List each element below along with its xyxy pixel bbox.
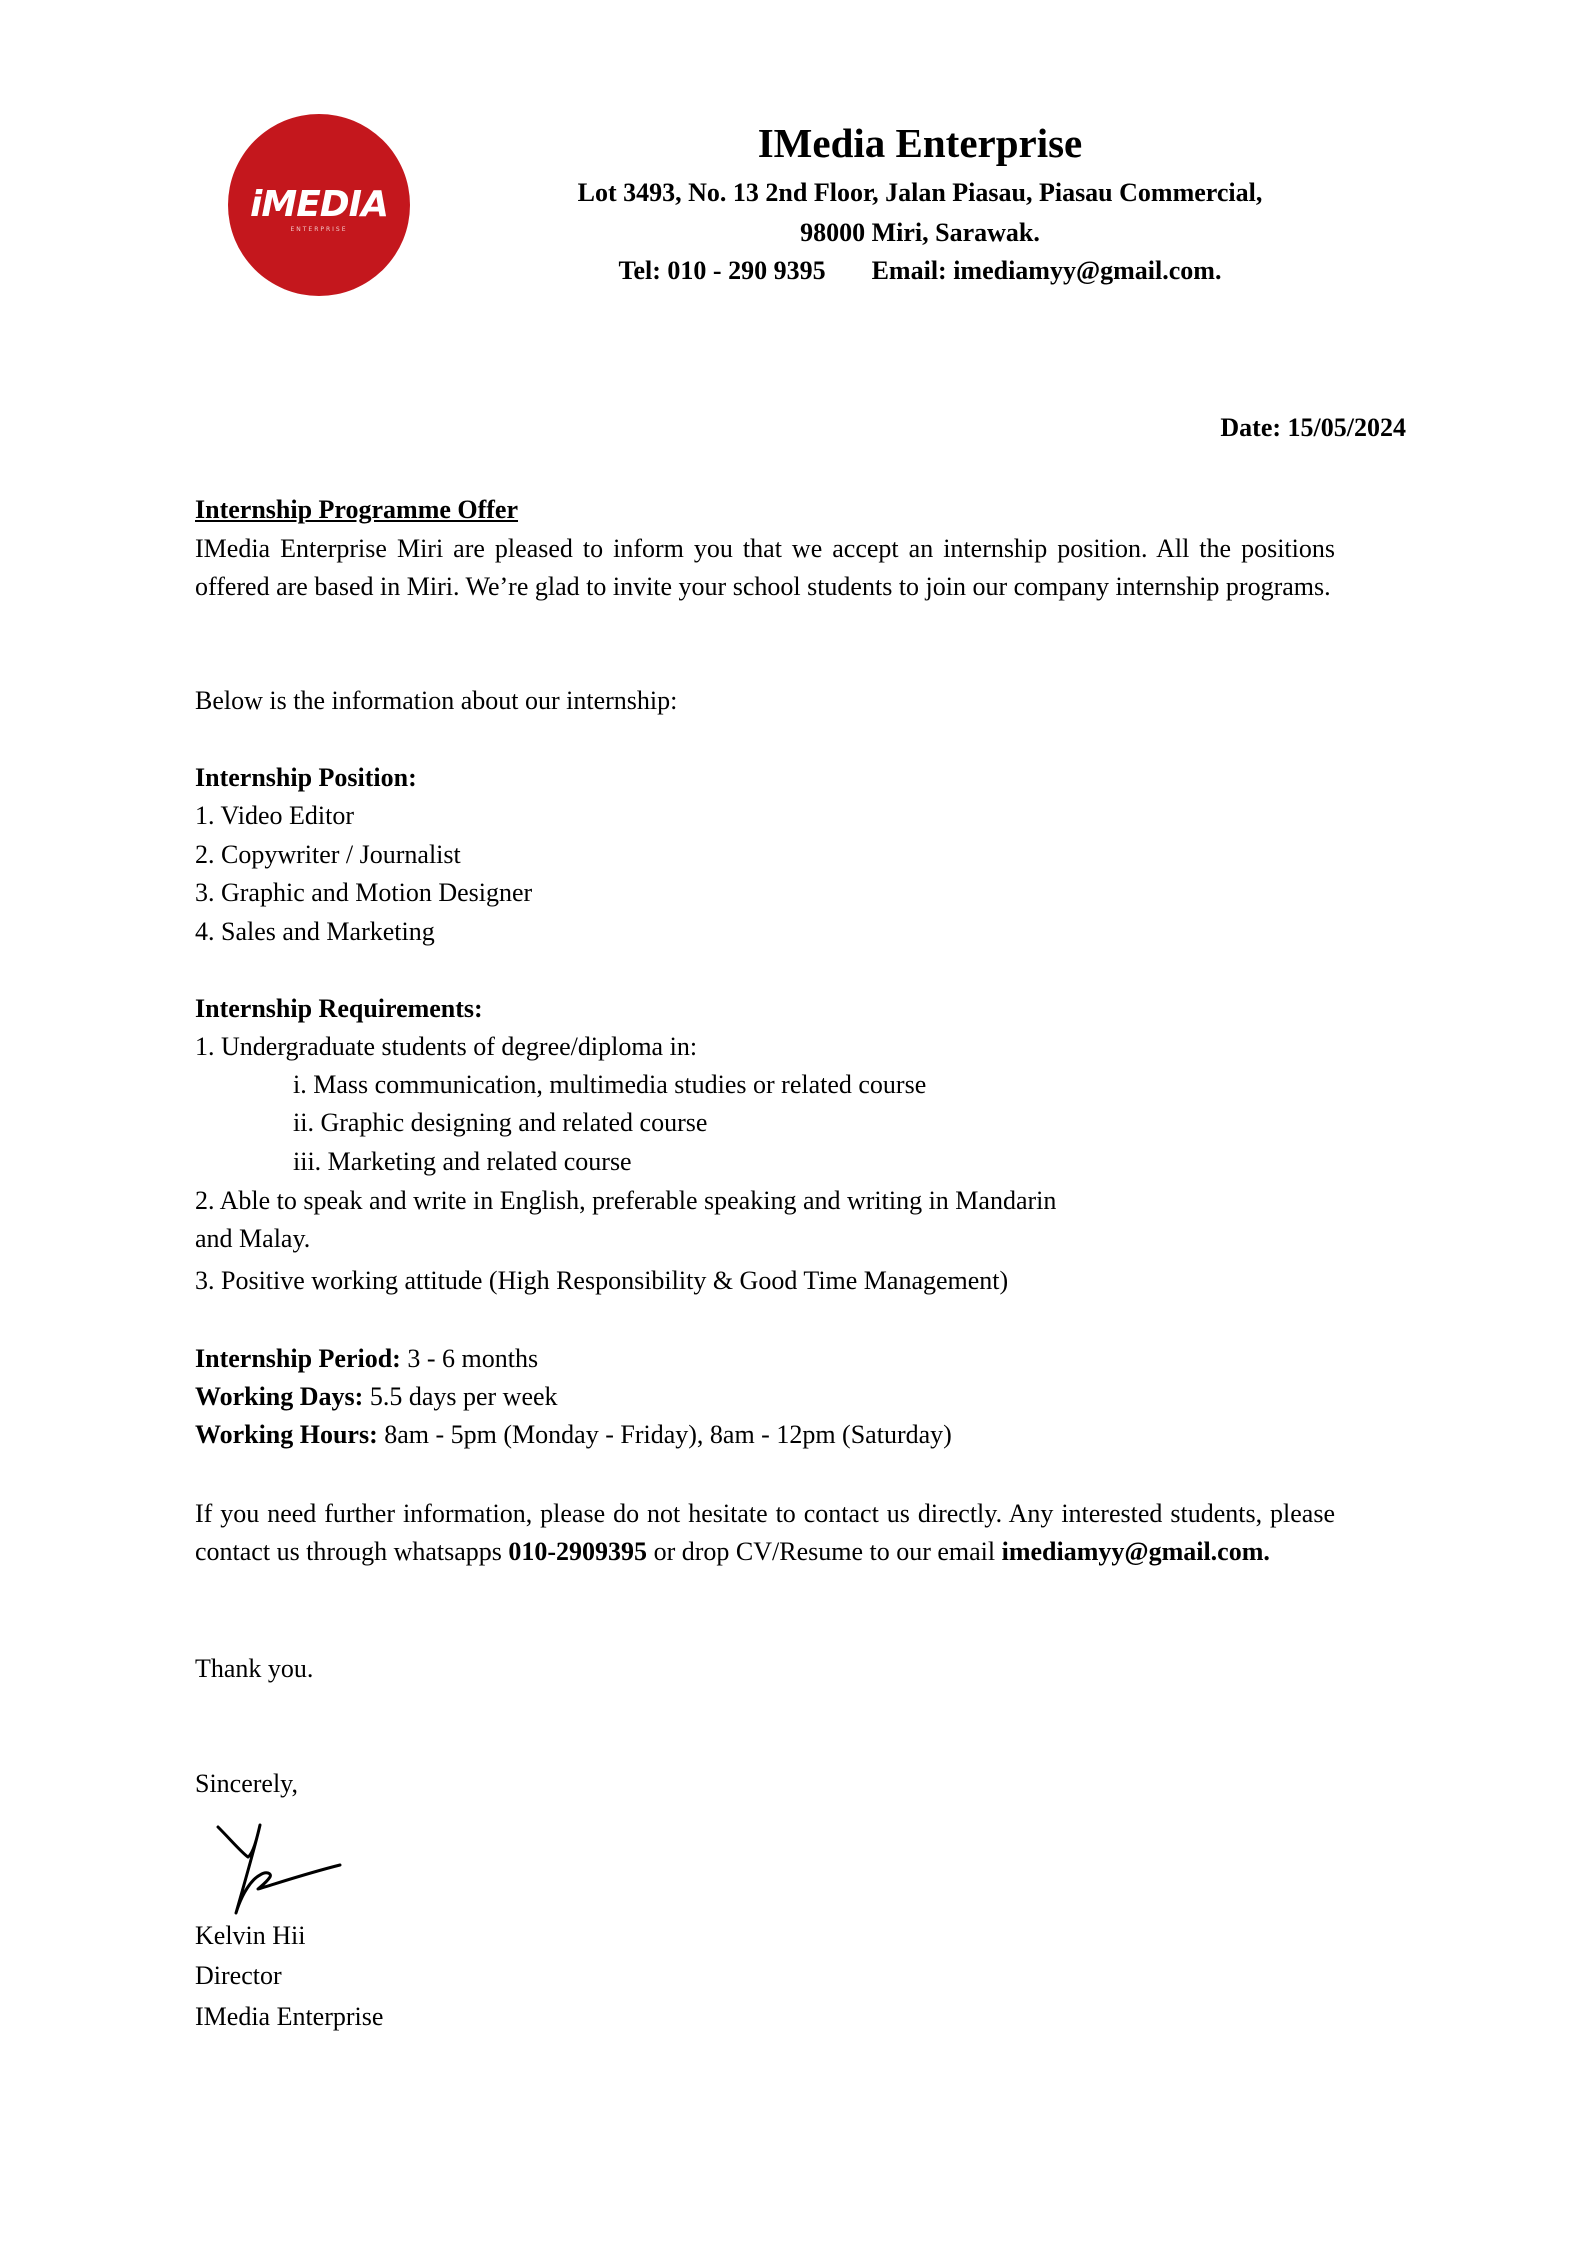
days-label: Working Days: bbox=[195, 1382, 364, 1411]
requirements-heading: Internship Requirements: bbox=[195, 994, 483, 1023]
position-item: 4. Sales and Marketing bbox=[195, 917, 435, 946]
position-item: 2. Copywriter / Journalist bbox=[195, 840, 461, 869]
contact-line bbox=[520, 254, 1320, 288]
header-email: Email: imediamyy@gmail.com. bbox=[871, 256, 1222, 285]
contact-text-2: or drop CV/Resume to our email bbox=[647, 1537, 1002, 1566]
address-line-2: 98000 Miri, Sarawak. bbox=[800, 218, 1040, 247]
working-days bbox=[195, 1378, 558, 1416]
requirement-subitem: ii. Graphic designing and related course bbox=[293, 1108, 708, 1137]
thanks: Thank you. bbox=[195, 1654, 314, 1683]
position-item: 1. Video Editor bbox=[195, 801, 354, 830]
company-logo bbox=[228, 114, 410, 296]
contact-text-1: If you need further information, please do not hesitate to contact us directly. Any interested students, please contact us through whatsapps bbox=[195, 1499, 1335, 1566]
requirement-item: 1. Undergraduate students of degree/diploma in: bbox=[195, 1032, 698, 1061]
signatory-company: IMedia Enterprise bbox=[195, 2002, 384, 2031]
logo-wordmark: iMEDIA bbox=[250, 184, 388, 225]
letter-date: Date: 15/05/2024 bbox=[1220, 413, 1406, 442]
signature-image bbox=[208, 1813, 358, 1923]
working-hours bbox=[195, 1416, 952, 1454]
signatory-name: Kelvin Hii bbox=[195, 1921, 306, 1950]
requirement-item: 3. Positive working attitude (High Responsibility & Good Time Management) bbox=[195, 1266, 1009, 1295]
requirement-item-continued: and Malay. bbox=[195, 1224, 311, 1253]
internship-period bbox=[195, 1340, 538, 1378]
contact-paragraph bbox=[195, 1495, 1335, 1571]
logo-subtext: ENTERPRISE bbox=[290, 226, 348, 233]
offer-heading: Internship Programme Offer bbox=[195, 495, 519, 524]
days-value: 5.5 days per week bbox=[363, 1382, 558, 1411]
sincerely: Sincerely, bbox=[195, 1769, 298, 1798]
position-item: 3. Graphic and Motion Designer bbox=[195, 878, 533, 907]
header-tel: Tel: 010 - 290 9395 bbox=[618, 256, 826, 285]
requirement-subitem: i. Mass communication, multimedia studies or related course bbox=[293, 1070, 927, 1099]
requirement-item: 2. Able to speak and write in English, preferable speaking and writing in Mandarin bbox=[195, 1186, 1057, 1215]
hours-label: Working Hours: bbox=[195, 1420, 378, 1449]
contact-email: imediamyy@gmail.com. bbox=[1001, 1537, 1270, 1566]
period-label: Internship Period: bbox=[195, 1344, 401, 1373]
requirement-subitem: iii. Marketing and related course bbox=[293, 1147, 632, 1176]
contact-phone: 010-2909395 bbox=[508, 1537, 648, 1566]
company-name: IMedia Enterprise bbox=[757, 120, 1083, 166]
signatory-title: Director bbox=[195, 1961, 282, 1990]
hours-value: 8am - 5pm (Monday - Friday), 8am - 12pm (Saturday) bbox=[377, 1420, 952, 1449]
offer-intro: IMedia Enterprise Miri are pleased to inform you that we accept an internship position. All the positions offered are based in Miri. We’re glad to invite your school students to join our company internship programs. bbox=[195, 534, 1335, 601]
period-value: 3 - 6 months bbox=[400, 1344, 539, 1373]
address-line-1: Lot 3493, No. 13 2nd Floor, Jalan Piasau, Piasau Commercial, bbox=[577, 178, 1263, 207]
info-intro: Below is the information about our internship: bbox=[195, 686, 678, 715]
positions-heading: Internship Position: bbox=[195, 763, 417, 792]
